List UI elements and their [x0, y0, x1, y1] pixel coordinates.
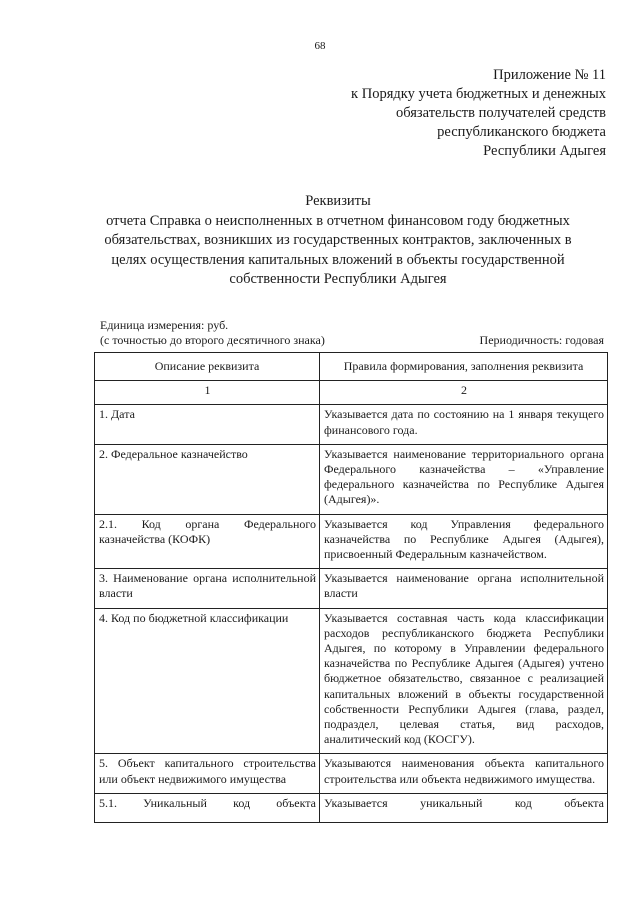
document-title [78, 192, 598, 290]
row-description: 1. Дата [95, 405, 320, 444]
header-rules: Правила формирования, заполнения реквизита [320, 353, 608, 381]
row-rule: Указывается наименование органа исполнительной власти [320, 569, 608, 608]
row-rule: Указывается составная часть кода классификации расходов республиканского бюджета Республики Адыгея, по которому в Управлении федерального казначейства по Республике Адыгея (Адыгея) учтено бюджетное обязательство, связанное с реализацией капитальных вложений в объекты государственной собственности Республики Адыгея (глава, раздел, подраздел, целевая статья, вид расходов, аналитический код (КОСГУ). [320, 608, 608, 754]
title-heading: Реквизиты [305, 193, 371, 209]
title-line: отчета Справка о неисполненных в отчетном финансовом году бюджетных [106, 212, 570, 229]
units-block [100, 318, 325, 348]
table-row [95, 754, 608, 793]
appendix-line: Приложение № 11 [493, 67, 606, 83]
appendix-line: Республики Адыгея [483, 143, 606, 159]
table-row [95, 444, 608, 514]
precision-label: (с точностью до второго десятичного знака) [100, 333, 325, 347]
table-row [95, 793, 608, 822]
title-line: собственности Республики Адыгея [229, 271, 447, 287]
table-header-row [95, 353, 608, 381]
row-description: 4. Код по бюджетной классификации [95, 608, 320, 754]
row-description: 5.1. Уникальный код объекта [95, 793, 320, 822]
row-rule: Указывается наименование территориального органа Федерального казначейства – «Управление федерального казначейства по Республике Адыгея (Адыгея)». [320, 444, 608, 514]
column-number-row [95, 381, 608, 405]
row-rule: Указывается дата по состоянию на 1 января текущего финансового года. [320, 405, 608, 444]
column-number: 1 [95, 381, 320, 405]
table-row [95, 569, 608, 608]
title-line: обязательствах, возникших из государственных контрактов, заключенных в [104, 232, 572, 248]
column-number: 2 [320, 381, 608, 405]
requisites-table [94, 352, 608, 823]
appendix-line: республиканского бюджета [437, 124, 606, 140]
table-row [95, 405, 608, 444]
row-rule: Указывается уникальный код объекта [320, 793, 608, 822]
table-row [95, 514, 608, 569]
row-description: 5. Объект капитального строительства или объект недвижимого имущества [95, 754, 320, 793]
row-description: 3. Наименование органа исполнительной власти [95, 569, 320, 608]
periodicity-label: Периодичность: годовая [479, 333, 604, 347]
page-number: 68 [314, 40, 326, 52]
title-line: целях осуществления капитальных вложений в объекты государственной [111, 251, 565, 268]
appendix-line: обязательств получателей средств [395, 105, 606, 121]
row-description: 2.1. Код органа Федерального казначейства (КОФК) [95, 514, 320, 569]
row-rule: Указываются наименования объекта капитального строительства или объекта недвижимого имущества. [320, 754, 608, 793]
appendix-block [276, 66, 606, 161]
row-rule: Указывается код Управления федерального казначейства по Республике Адыгея (Адыгея), присвоенный Федеральным казначейством. [320, 514, 608, 569]
table-row [95, 608, 608, 754]
units-label: Единица измерения: руб. [100, 318, 229, 332]
header-description: Описание реквизита [95, 353, 320, 381]
row-description: 2. Федеральное казначейство [95, 444, 320, 514]
appendix-line: к Порядку учета бюджетных и денежных [351, 86, 606, 102]
